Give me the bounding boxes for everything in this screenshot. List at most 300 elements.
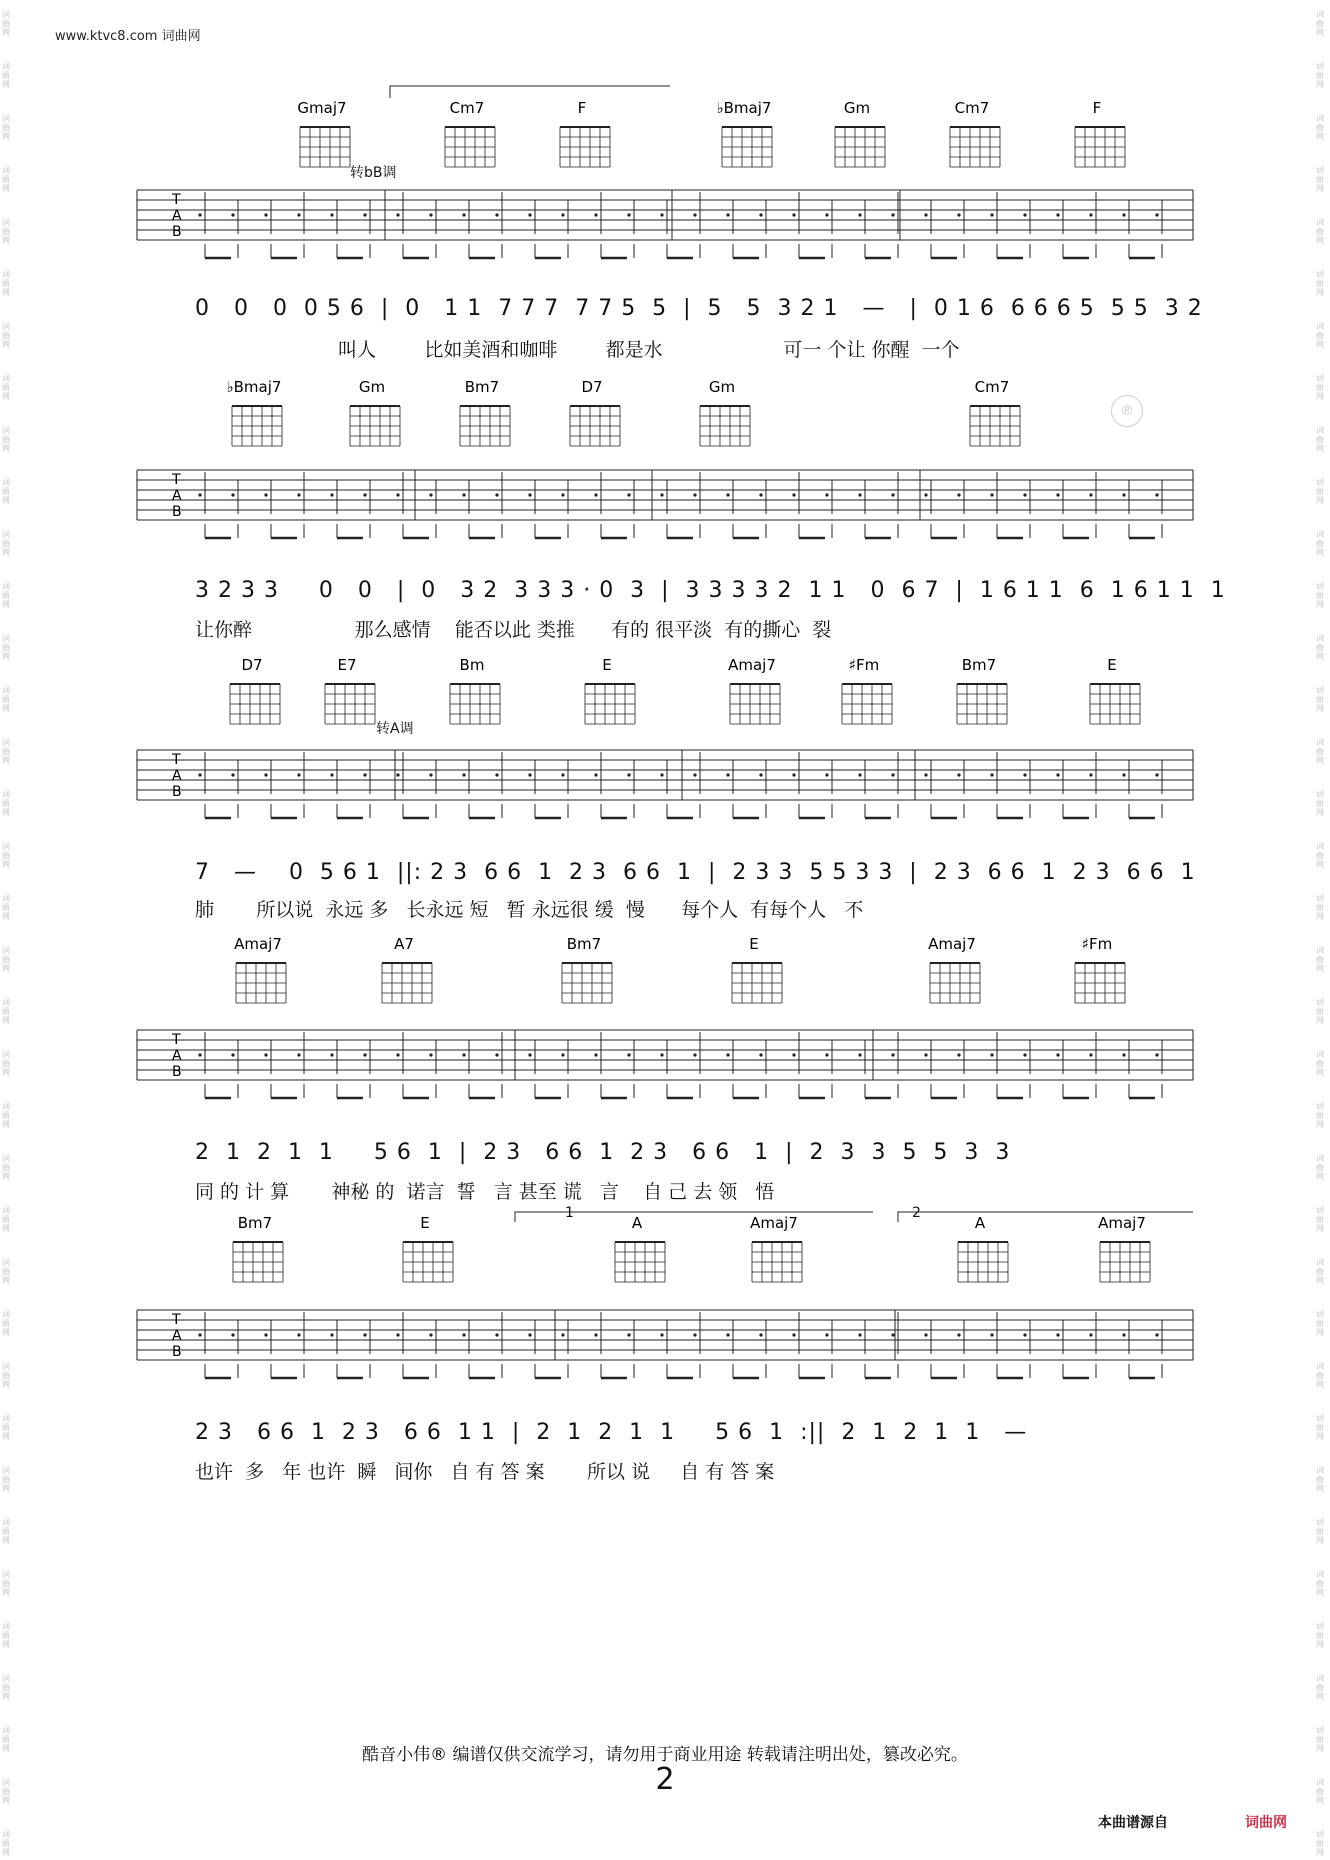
watermark-text: 词曲网 [2,946,10,973]
strum-dot [396,1333,399,1336]
strum-dot [1023,213,1026,216]
strum-dot [528,213,531,216]
strum-dot [1122,773,1125,776]
system-5-numbers: 2 3 6 6 1 2 3 6 6 1 1 | 2 1 2 1 1 5 6 1 :|| 2 1 2 1 1 — [195,1420,1028,1445]
strum-dot [990,1053,993,1056]
chord-name: Bm7 [566,935,602,953]
chord-name: Amaj7 [928,935,976,953]
watermark-text: 词曲网 [1316,946,1324,973]
strum-dot [297,493,300,496]
strum-dot [627,1053,630,1056]
chord-diagram [957,656,1007,724]
chord-diagram [750,1214,802,1282]
strum-dot [792,1053,795,1056]
strum-dot [924,1333,927,1336]
chord-diagram [585,656,635,724]
watermark-text: 词曲网 [2,634,10,661]
chord-diagram [297,99,350,167]
strum-dot [825,493,828,496]
source-label: 本曲谱源自 [1098,1815,1168,1831]
volta-2-label: 2 [912,1205,921,1221]
strum-dot [858,213,861,216]
strum-dot [825,1053,828,1056]
strum-dot [858,493,861,496]
strum-dot [891,493,894,496]
strum-dot [429,213,432,216]
strum-dot [792,773,795,776]
chord-name: Amaj7 [234,935,282,953]
chord-name: Amaj7 [728,656,776,674]
watermark-text: 词曲网 [1316,634,1324,661]
watermark-text: 词曲网 [2,1258,10,1285]
watermark-text: 词曲网 [1316,270,1324,297]
strum-dot [297,773,300,776]
strum-dot [1122,493,1125,496]
tab-clef-letter: B [172,504,182,520]
watermark-text: 词曲网 [2,218,10,245]
watermark-text: 词曲网 [2,426,10,453]
chord-diagram [1090,656,1140,724]
watermark-text: 词曲网 [2,322,10,349]
chord-diagram [570,378,620,446]
strum-dot [693,213,696,216]
watermark-text: 词曲网 [2,62,10,89]
chord-name: F [1092,99,1102,117]
tab-clef-letter: B [172,224,182,240]
strum-dot [495,493,498,496]
chord-diagram [970,378,1020,446]
watermark-text: 词曲网 [2,686,10,713]
strum-dot [297,213,300,216]
strum-dot [495,1053,498,1056]
chord-diagram [325,656,375,724]
watermark-text: 词曲网 [2,270,10,297]
chord-name: ♭Bmaj7 [716,99,772,117]
chord-name: ♭Bmaj7 [226,378,282,396]
watermark-text: 词曲网 [1316,166,1324,193]
watermark-text: 词曲网 [1316,1258,1324,1285]
chord-name: E [1107,656,1117,674]
watermark-text: 词曲网 [1316,1310,1324,1337]
strum-dot [726,773,729,776]
strum-dot [1122,213,1125,216]
watermark-text: 词曲网 [1316,1674,1324,1701]
system-2-lyrics: 让你醉 那么感情 能否以此 类推 有的 很平淡 有的撕心 裂 [195,619,832,641]
watermark-text: 词曲网 [1316,1466,1324,1493]
strum-dot [825,773,828,776]
watermark-text: 词曲网 [1316,1414,1324,1441]
system-4-lyrics: 同 的 计 算 神秘 的 诺言 誓 言 甚至 谎 言 自 己 去 领 悟 [195,1181,775,1203]
strum-dot [1155,1053,1158,1056]
staff-system [137,190,1193,258]
chord-name: Gm [843,99,871,117]
system-1-numbers: 0 0 0 0 5 6 | 0 1 1 7 7 7 7 7 5 5 | 5 5 3 2 1 — | 0 1 6 6 6 6 5 5 5 3 2 [195,296,1203,321]
chord-diagram [700,378,750,446]
watermark-text: 词曲网 [2,790,10,817]
chord-name: E [602,656,612,674]
strum-dot [858,773,861,776]
strum-dot [726,493,729,496]
tab-clef-letter: A [172,1328,182,1344]
chord-diagram [562,935,612,1003]
watermark-text: 词曲网 [2,478,10,505]
strum-dot [1155,213,1158,216]
chord-diagram [234,935,286,1003]
watermark-text: 词曲网 [2,1830,10,1857]
strum-dot [198,213,201,216]
strum-dot [1023,1333,1026,1336]
strum-dot [990,1333,993,1336]
chord-name: Cm7 [449,99,485,117]
watermark-text: 词曲网 [1316,478,1324,505]
chord-diagram [403,1214,453,1282]
chord-name: Gmaj7 [297,99,347,117]
strum-dot [957,1333,960,1336]
strum-dot [264,1053,267,1056]
chord-diagram [233,1214,283,1282]
strum-dot [759,773,762,776]
watermark-text: 词曲网 [1316,998,1324,1025]
strum-dot [231,1053,234,1056]
chord-diagram [928,935,980,1003]
strum-dot [396,773,399,776]
strum-dot [660,213,663,216]
strum-dot [462,213,465,216]
chord-name: D7 [241,656,263,674]
chord-diagram [958,1214,1008,1282]
watermark-text: 词曲网 [2,1050,10,1077]
strum-dot [198,493,201,496]
watermark-text: 词曲网 [2,998,10,1025]
strum-dot [429,1053,432,1056]
strum-dot [1056,493,1059,496]
chord-diagram [835,99,885,167]
staff-system [137,1030,1193,1098]
strum-dot [891,1333,894,1336]
chord-diagram [230,656,280,724]
strum-dot [330,213,333,216]
watermark-text: 词曲网 [2,1102,10,1129]
strum-dot [594,1333,597,1336]
strum-dot [1155,1333,1158,1336]
watermark-text: 词曲网 [2,1778,10,1805]
strum-dot [858,1333,861,1336]
staff-system [137,1310,1193,1378]
strum-dot [957,1053,960,1056]
strum-dot [264,773,267,776]
strum-dot [1023,773,1026,776]
strum-dot [198,1333,201,1336]
watermark-text: 词曲网 [1316,842,1324,869]
watermark-text: 词曲网 [2,10,10,37]
watermark-text: 词曲网 [1316,894,1324,921]
strum-dot [957,493,960,496]
chord-name: Cm7 [954,99,990,117]
strum-dot [1089,493,1092,496]
strum-dot [825,213,828,216]
strum-dot [759,1053,762,1056]
strum-dot [660,773,663,776]
strum-dot [627,1333,630,1336]
strum-dot [1089,773,1092,776]
system-3-numbers: 7 — 0 5 6 1 ||: 2 3 6 6 1 2 3 6 6 1 | 2 3 3 5 5 3 3 | 2 3 6 6 1 2 3 6 6 1 [195,860,1196,885]
strum-dot [1023,1053,1026,1056]
chord-name: Amaj7 [750,1214,798,1232]
staff-system [137,470,1193,538]
tab-clef-letter: T [172,192,181,208]
strum-dot [1023,493,1026,496]
strum-dot [528,1053,531,1056]
strum-dot [462,493,465,496]
chord-name: Bm [459,656,485,674]
source-site-link[interactable]: 词曲网 [1245,1815,1287,1831]
strum-dot [1089,1333,1092,1336]
strum-dot [858,1053,861,1056]
watermark-text: 词曲网 [1316,790,1324,817]
strum-dot [759,213,762,216]
strum-dot [330,773,333,776]
tab-clef-letter: T [172,472,181,488]
tab-clef-letter: A [172,1048,182,1064]
chord-diagram [382,935,432,1003]
strum-dot [330,1053,333,1056]
watermark-text: 词曲网 [1316,738,1324,765]
strum-dot [363,493,366,496]
chord-name: ♯Fm [1081,935,1113,953]
watermark-text: 词曲网 [1316,1518,1324,1545]
strum-dot [990,773,993,776]
chord-diagram [728,656,780,724]
chord-diagram [1075,99,1125,167]
watermark-text: 词曲网 [1316,1570,1324,1597]
strum-dot [429,493,432,496]
tab-clef-letter: B [172,1064,182,1080]
strum-dot [561,1333,564,1336]
strum-dot [1155,493,1158,496]
watermark-text: 词曲网 [1316,426,1324,453]
strum-dot [363,1333,366,1336]
strum-dot [891,773,894,776]
strum-dot [231,213,234,216]
volta-1-label: 1 [565,1205,574,1221]
strum-dot [231,493,234,496]
key-change-2: 转A调 [376,721,414,737]
watermark-text: 词曲网 [1316,1362,1324,1389]
tab-clef-letter: T [172,752,181,768]
system-3-lyrics: 肺 所以说 永远 多 长永远 短 暂 永远很 缓 慢 每个人 有每个人 不 [195,899,864,921]
watermark-text: 词曲网 [1316,1102,1324,1129]
strum-dot [924,1053,927,1056]
site-header: www.ktvc8.com 词曲网 [55,29,201,44]
chord-name: F [577,99,587,117]
chord-diagram [842,656,892,724]
watermark-text: 词曲网 [2,1362,10,1389]
strum-dot [429,1333,432,1336]
strum-dot [396,213,399,216]
tab-clef-letter: A [172,208,182,224]
strum-dot [363,213,366,216]
system-5-lyrics: 也许 多 年 也许 瞬 间你 自 有 答 案 所以 说 自 有 答 案 [195,1461,775,1483]
system-1-lyrics: 叫人 比如美酒和咖啡 都是水 可一 个让 你醒 一个 [338,339,960,361]
chord-diagram [560,99,610,167]
chord-name: Bm7 [464,378,500,396]
chord-name: Gm [358,378,386,396]
strum-dot [759,1333,762,1336]
strum-dot [1089,1053,1092,1056]
watermark-text: 词曲网 [2,1206,10,1233]
strum-dot [693,773,696,776]
chord-diagram [460,378,510,446]
watermark-text: 词曲网 [2,1622,10,1649]
chord-diagram [350,378,400,446]
system-4-numbers: 2 1 2 1 1 5 6 1 | 2 3 6 6 1 2 3 6 6 1 | 2 3 3 5 5 3 3 [195,1140,1011,1165]
strum-dot [330,1333,333,1336]
strum-dot [297,1053,300,1056]
chord-diagram [1098,1214,1150,1282]
watermark-text: 词曲网 [1316,1050,1324,1077]
strum-dot [495,1333,498,1336]
watermark-text: 词曲网 [1316,1622,1324,1649]
chord-diagram [732,935,782,1003]
chord-name: A [631,1214,643,1232]
strum-dot [264,493,267,496]
strum-dot [495,773,498,776]
tab-clef-letter: B [172,784,182,800]
strum-dot [825,1333,828,1336]
chord-name: E [420,1214,430,1232]
watermark-text: 词曲网 [2,374,10,401]
strum-dot [198,773,201,776]
strum-dot [594,493,597,496]
strum-dot [924,213,927,216]
chord-name: D7 [581,378,603,396]
strum-dot [264,1333,267,1336]
watermark-text: 词曲网 [1316,1206,1324,1233]
copyright-note: 酷音小伟® 编谱仅供交流学习，请勿用于商业用途 转载请注明出处，篡改必究。 [362,1745,968,1765]
volta-bracket [390,86,670,98]
strum-dot [1089,213,1092,216]
chord-name: Bm7 [961,656,997,674]
watermark-text: 词曲网 [2,166,10,193]
strum-dot [693,493,696,496]
strum-dot [297,1333,300,1336]
strum-dot [660,493,663,496]
tab-clef-letter: B [172,1344,182,1360]
chord-diagram [717,99,772,167]
chord-name: E [749,935,759,953]
strum-dot [396,493,399,496]
strum-dot [1056,773,1059,776]
watermark-text: 词曲网 [2,114,10,141]
watermark-text: 词曲网 [1316,1830,1324,1857]
strum-dot [1056,1053,1059,1056]
chord-diagram [450,656,500,724]
strum-dot [594,773,597,776]
key-change-1: 转bB调 [350,165,397,181]
strum-dot [528,1333,531,1336]
strum-dot [330,493,333,496]
strum-dot [561,1053,564,1056]
chord-name: Cm7 [974,378,1010,396]
watermark-text: 词曲网 [1316,114,1324,141]
strum-dot [1056,1333,1059,1336]
strum-dot [957,213,960,216]
strum-dot [198,1053,201,1056]
strum-dot [759,493,762,496]
watermark-text: 词曲网 [1316,582,1324,609]
watermark-text: 词曲网 [2,842,10,869]
watermark-text: 词曲网 [2,1726,10,1753]
strum-dot [231,773,234,776]
staff-system [137,750,1193,818]
strum-dot [528,493,531,496]
strum-dot [660,1053,663,1056]
chord-name: E7 [337,656,357,674]
watermark-text: 词曲网 [2,582,10,609]
watermark-text: 词曲网 [2,1310,10,1337]
page-number: 2 [655,1762,675,1797]
strum-dot [528,773,531,776]
strum-dot [693,1333,696,1336]
strum-dot [1056,213,1059,216]
tab-clef-letter: A [172,768,182,784]
chord-diagram [445,99,495,167]
chord-name: Amaj7 [1098,1214,1146,1232]
watermark-text: 词曲网 [1316,62,1324,89]
watermark-text: 词曲网 [1316,686,1324,713]
watermark-text: 词曲网 [1316,530,1324,557]
strum-dot [891,1053,894,1056]
watermark-text: 词曲网 [1316,1778,1324,1805]
strum-dot [627,773,630,776]
strum-dot [924,773,927,776]
watermark-text: 词曲网 [1316,1726,1324,1753]
watermark-text: 词曲网 [2,1518,10,1545]
tab-clef-letter: A [172,488,182,504]
strum-dot [462,773,465,776]
strum-dot [561,213,564,216]
watermark-text: 词曲网 [2,738,10,765]
watermark-text: 词曲网 [2,1674,10,1701]
strum-dot [594,213,597,216]
strum-dot [924,493,927,496]
strum-dot [990,213,993,216]
watermark-text: 词曲网 [2,530,10,557]
chord-name: A7 [394,935,414,953]
strum-dot [561,773,564,776]
strum-dot [693,1053,696,1056]
strum-dot [792,213,795,216]
watermark-text: 词曲网 [1316,1154,1324,1181]
strum-dot [1155,773,1158,776]
watermark-text: 词曲网 [2,894,10,921]
strum-dot [726,1333,729,1336]
strum-dot [363,1053,366,1056]
watermark-text: 词曲网 [2,1414,10,1441]
watermark-text: 词曲网 [2,1154,10,1181]
watermark-text: 词曲网 [2,1466,10,1493]
chord-diagram [227,378,282,446]
chord-diagram [615,1214,665,1282]
chord-name: A [974,1214,986,1232]
watermark-text: 词曲网 [1316,10,1324,37]
strum-dot [660,1333,663,1336]
strum-dot [990,493,993,496]
tab-clef-letter: T [172,1032,181,1048]
strum-dot [495,213,498,216]
watermark-text: 词曲网 [1316,218,1324,245]
strum-dot [561,493,564,496]
